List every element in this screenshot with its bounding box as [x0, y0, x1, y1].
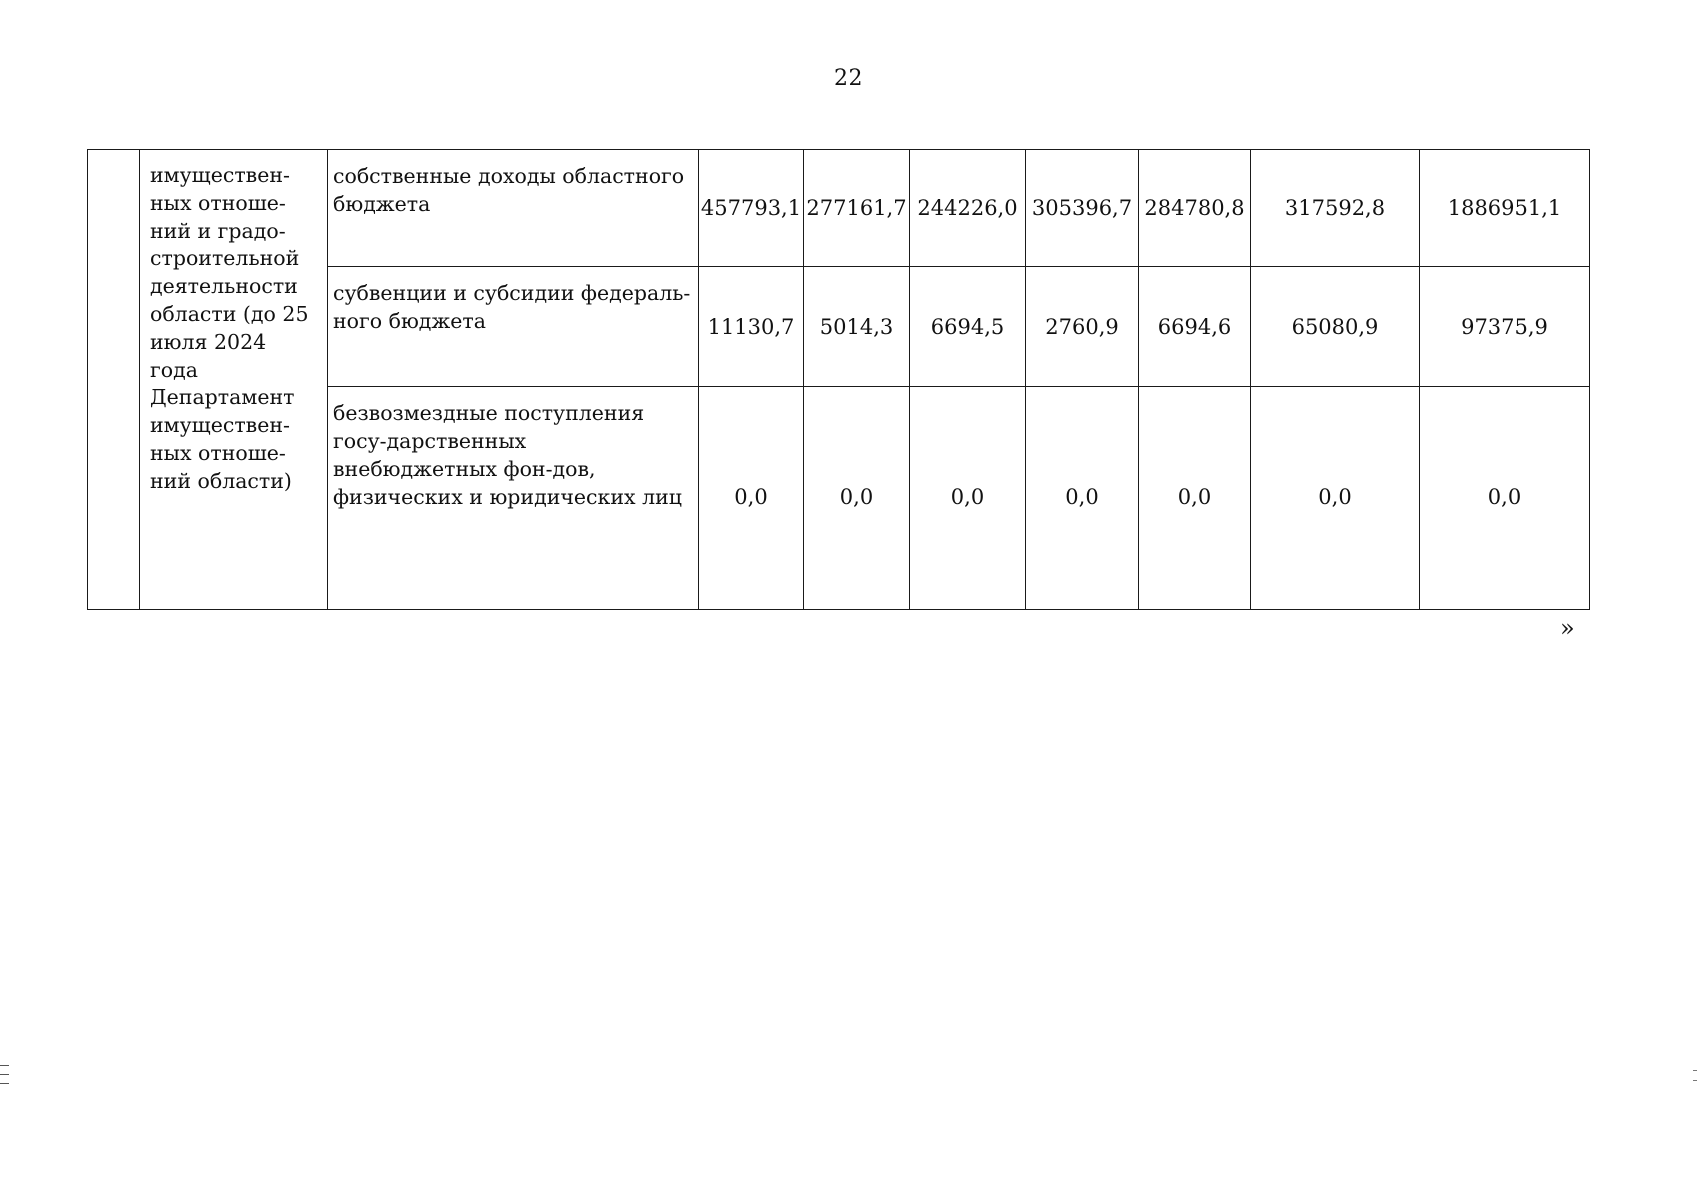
closing-quote: » — [1560, 614, 1575, 642]
funding-source-cell: субвенции и субсидии федераль-ного бюджета — [328, 267, 699, 387]
value-cell: 5014,3 — [804, 267, 910, 387]
responsible-executor-cell: имуществен-ных отноше-ний и градо-строительной деятельности области (до 25 июля 2024 года Департамент имуществен-ных отноше-ний области) — [140, 150, 328, 610]
value-cell: 0,0 — [1026, 387, 1139, 610]
row-number-cell — [88, 150, 140, 610]
value-cell: 305396,7 — [1026, 150, 1139, 267]
value-cell: 0,0 — [1251, 387, 1420, 610]
total-value-cell: 97375,9 — [1420, 267, 1590, 387]
funding-source-cell: собственные доходы областного бюджета — [328, 150, 699, 267]
scan-margin-mark — [1693, 1070, 1697, 1071]
scan-margin-mark — [0, 1065, 9, 1066]
value-cell: 0,0 — [804, 387, 910, 610]
scan-margin-mark — [1693, 1080, 1697, 1081]
value-cell: 0,0 — [910, 387, 1026, 610]
value-cell: 244226,0 — [910, 150, 1026, 267]
scan-margin-mark — [0, 1083, 9, 1084]
value-cell: 457793,1 — [699, 150, 804, 267]
value-cell: 2760,9 — [1026, 267, 1139, 387]
value-cell: 284780,8 — [1139, 150, 1251, 267]
value-cell: 277161,7 — [804, 150, 910, 267]
table-row — [88, 150, 1590, 267]
value-cell: 0,0 — [699, 387, 804, 610]
value-cell: 0,0 — [1139, 387, 1251, 610]
value-cell: 65080,9 — [1251, 267, 1420, 387]
total-value-cell: 1886951,1 — [1420, 150, 1590, 267]
value-cell: 11130,7 — [699, 267, 804, 387]
funding-source-cell: безвозмездные поступления госу-дарственных внебюджетных фон-дов, физических и юридических лиц — [328, 387, 699, 610]
value-cell: 6694,6 — [1139, 267, 1251, 387]
budget-table — [87, 149, 1590, 610]
value-cell: 317592,8 — [1251, 150, 1420, 267]
page-number: 22 — [834, 66, 863, 91]
scan-margin-mark — [0, 1074, 9, 1075]
value-cell: 6694,5 — [910, 267, 1026, 387]
total-value-cell: 0,0 — [1420, 387, 1590, 610]
